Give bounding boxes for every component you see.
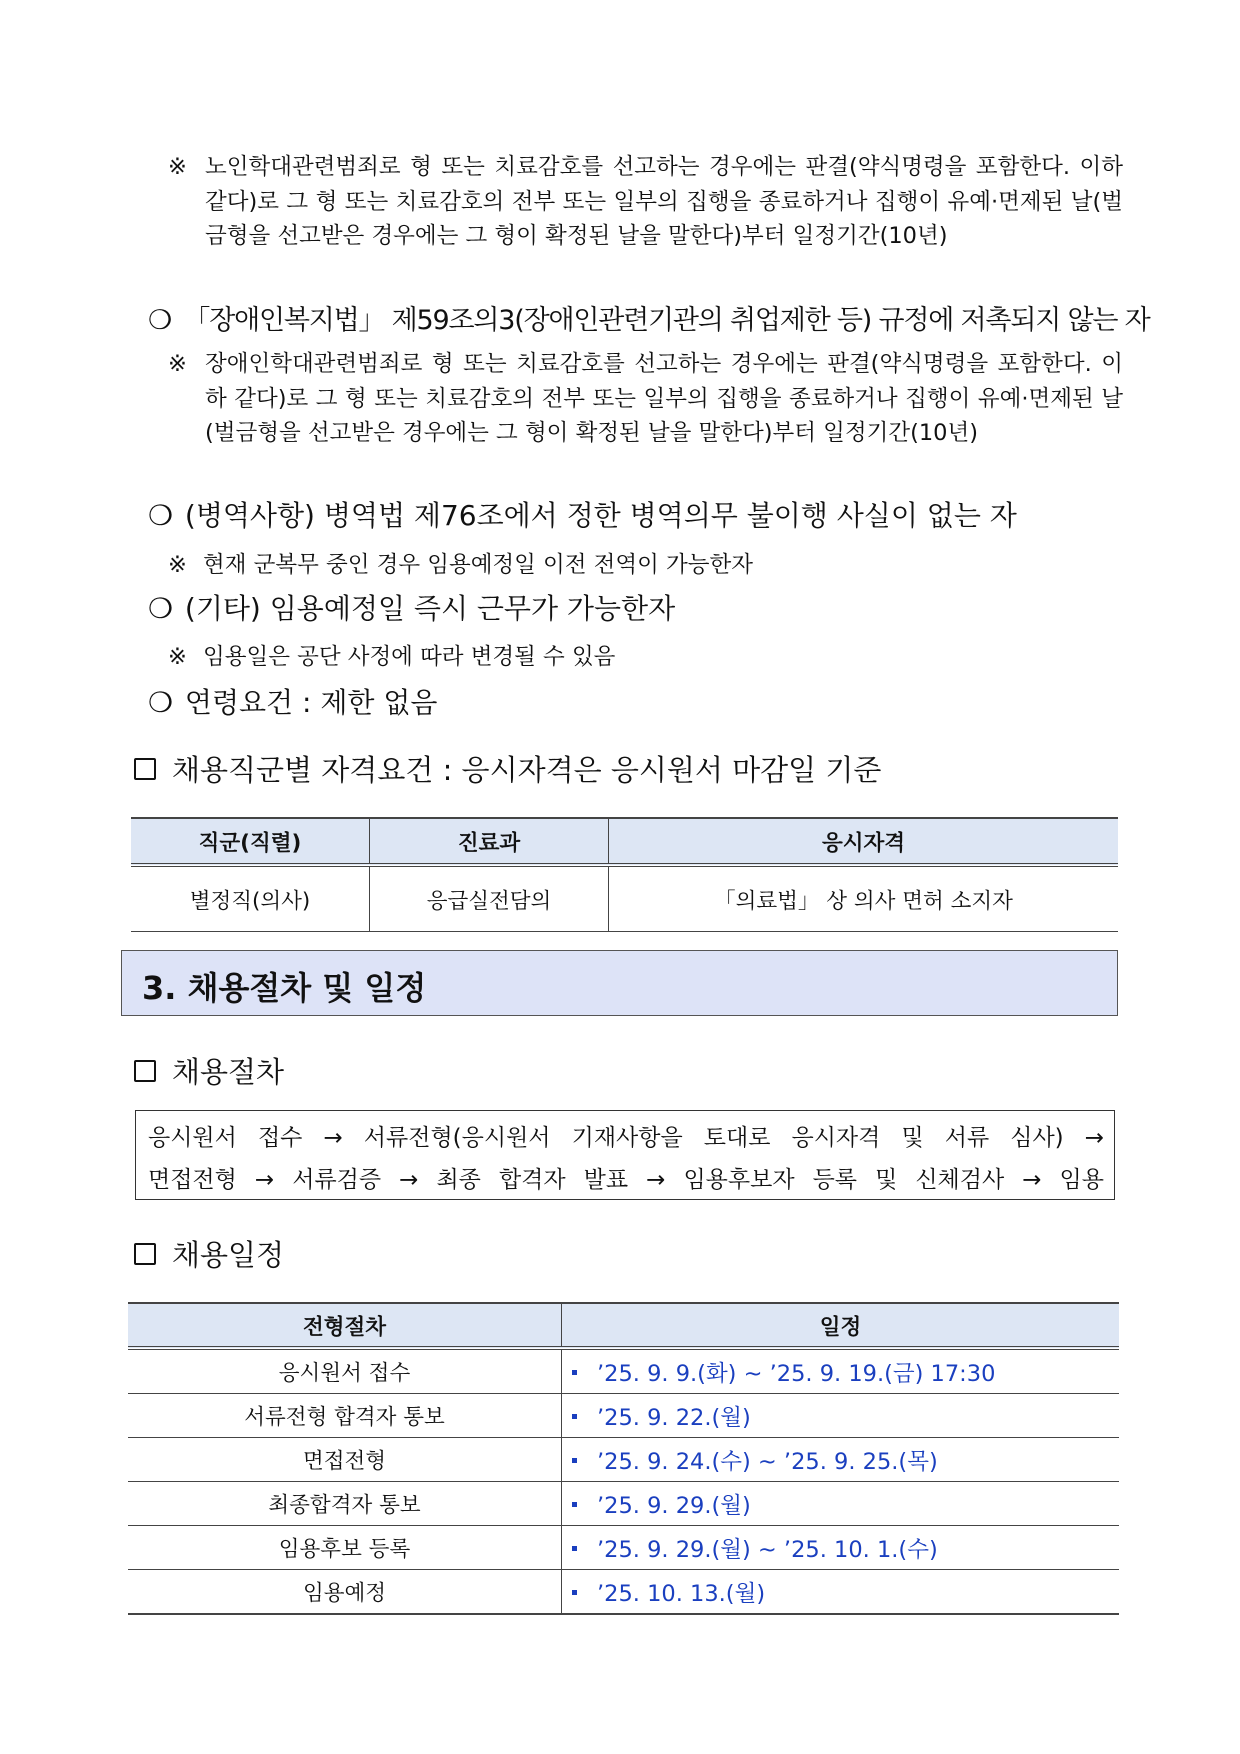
table-row [131, 865, 1118, 932]
table-cell: 「의료법」 상 의사 면허 소지자 [609, 865, 1119, 932]
square-bullet-icon [134, 1060, 156, 1082]
circle-bullet-icon: ❍ [148, 592, 174, 625]
note-text: 장애인학대관련범죄로 형 또는 치료감호를 선고하는 경우에는 판결(약식명령을 포함한다. 이하 같다)로 그 형 또는 치료감호의 전부 또는 일부의 집행을 종료하거나 집행이 유예·면제된 날(벌금형을 선고받은 경우에는 그 형이 확정된 날을 말한다)부터 일정기간(10년) [205, 351, 1123, 446]
table-row [128, 1438, 1119, 1482]
bullet-text: 「장애인복지법」 제59조의3(장애인관련기관의 취업제한 등) 규정에 저촉되지 않는 자 [183, 305, 1150, 336]
table-cell: 응급실전담의 [370, 865, 609, 932]
note-mark: ※ [168, 552, 187, 578]
date-cell [562, 1526, 1120, 1570]
step-cell: 응시원서 접수 [128, 1348, 562, 1394]
column-header: 진료과 [370, 818, 609, 865]
date-text: ’25. 9. 29.(월) ~ ’25. 10. 1.(수) [597, 1536, 938, 1563]
bullet-other [148, 589, 1128, 629]
section-title: 3. 채용절차 및 일정 [142, 969, 427, 1007]
heading-text: 채용일정 [172, 1238, 285, 1272]
date-text: ’25. 10. 13.(월) [597, 1580, 766, 1607]
heading-qualification [134, 750, 881, 790]
date-text: ’25. 9. 9.(화) ~ ’25. 9. 19.(금) 17:30 [597, 1360, 996, 1387]
bullet-text: (기타) 임용예정일 즉시 근무가 가능한자 [184, 592, 676, 625]
bullet-text: (병역사항) 병역법 제76조에서 정한 병역의무 불이행 사실이 없는 자 [184, 499, 1017, 532]
date-text: ’25. 9. 24.(수) ~ ’25. 9. 25.(목) [597, 1448, 938, 1475]
heading-process [134, 1052, 284, 1092]
table-row [128, 1570, 1119, 1615]
date-text: ’25. 9. 22.(월) [597, 1404, 751, 1431]
qualification-table [131, 817, 1118, 932]
heading-text: 채용절차 [172, 1055, 285, 1089]
step-cell: 서류전형 합격자 통보 [128, 1394, 562, 1438]
date-cell [562, 1570, 1120, 1615]
date-cell [562, 1438, 1120, 1482]
date-text: ’25. 9. 29.(월) [597, 1492, 751, 1519]
square-bullet-icon [572, 1546, 577, 1551]
note-military-discharge [168, 548, 1123, 583]
table-row [128, 1348, 1119, 1394]
process-line: 응시원서 접수 → 서류전형(응시원서 기재사항을 토대로 응시자격 및 서류 심사) → [148, 1125, 1104, 1151]
table-cell: 별정직(의사) [131, 865, 370, 932]
note-text: 현재 군복무 중인 경우 임용예정일 이전 전역이 가능한자 [203, 552, 753, 578]
step-cell: 최종합격자 통보 [128, 1482, 562, 1526]
square-bullet-icon [572, 1370, 577, 1375]
circle-bullet-icon: ❍ [148, 305, 172, 336]
table-header-row [131, 818, 1118, 865]
note-mark: ※ [168, 644, 187, 670]
column-header: 전형절차 [128, 1303, 562, 1348]
step-cell: 면접전형 [128, 1438, 562, 1482]
circle-bullet-icon: ❍ [148, 499, 174, 532]
note-appointment-date [168, 640, 1123, 675]
square-bullet-icon [134, 1243, 156, 1265]
column-header: 일정 [562, 1303, 1120, 1348]
table-header-row [128, 1303, 1119, 1348]
step-cell: 임용예정 [128, 1570, 562, 1615]
section-banner [121, 950, 1118, 1016]
square-bullet-icon [572, 1502, 577, 1507]
note-mark: ※ [168, 154, 187, 180]
table-row [128, 1526, 1119, 1570]
step-cell: 임용후보 등록 [128, 1526, 562, 1570]
note-elder-abuse [168, 150, 1123, 254]
square-bullet-icon [572, 1414, 577, 1419]
note-disability-abuse [168, 347, 1123, 451]
note-text: 임용일은 공단 사정에 따라 변경될 수 있음 [203, 644, 616, 670]
bullet-text: 연령요건 : 제한 없음 [184, 686, 438, 719]
schedule-table [128, 1302, 1119, 1615]
bullet-age [148, 683, 1128, 723]
heading-schedule [134, 1235, 284, 1275]
heading-text: 채용직군별 자격요건 : 응시자격은 응시원서 마감일 기준 [172, 753, 882, 787]
square-bullet-icon [572, 1458, 577, 1463]
square-bullet-icon [572, 1590, 577, 1595]
date-cell [562, 1348, 1120, 1394]
date-cell [562, 1394, 1120, 1438]
note-mark: ※ [168, 351, 187, 377]
process-box [135, 1110, 1115, 1200]
bullet-military-service [148, 496, 1128, 536]
table-row [128, 1482, 1119, 1526]
process-line: 면접전형 → 서류검증 → 최종 합격자 발표 → 임용후보자 등록 및 신체검사 → 임용 [148, 1167, 1104, 1193]
column-header: 직군(직렬) [131, 818, 370, 865]
column-header: 응시자격 [609, 818, 1119, 865]
bullet-disability-welfare-act [148, 301, 1150, 341]
table-row [128, 1394, 1119, 1438]
circle-bullet-icon: ❍ [148, 686, 174, 719]
square-bullet-icon [134, 758, 156, 780]
note-text: 노인학대관련범죄로 형 또는 치료감호를 선고하는 경우에는 판결(약식명령을 포함한다. 이하 같다)로 그 형 또는 치료감호의 전부 또는 일부의 집행을 종료하거나 집행이 유예·면제된 날(벌금형을 선고받은 경우에는 그 형이 확정된 날을 말한다)부터 일정기간(10년) [205, 154, 1123, 249]
date-cell [562, 1482, 1120, 1526]
